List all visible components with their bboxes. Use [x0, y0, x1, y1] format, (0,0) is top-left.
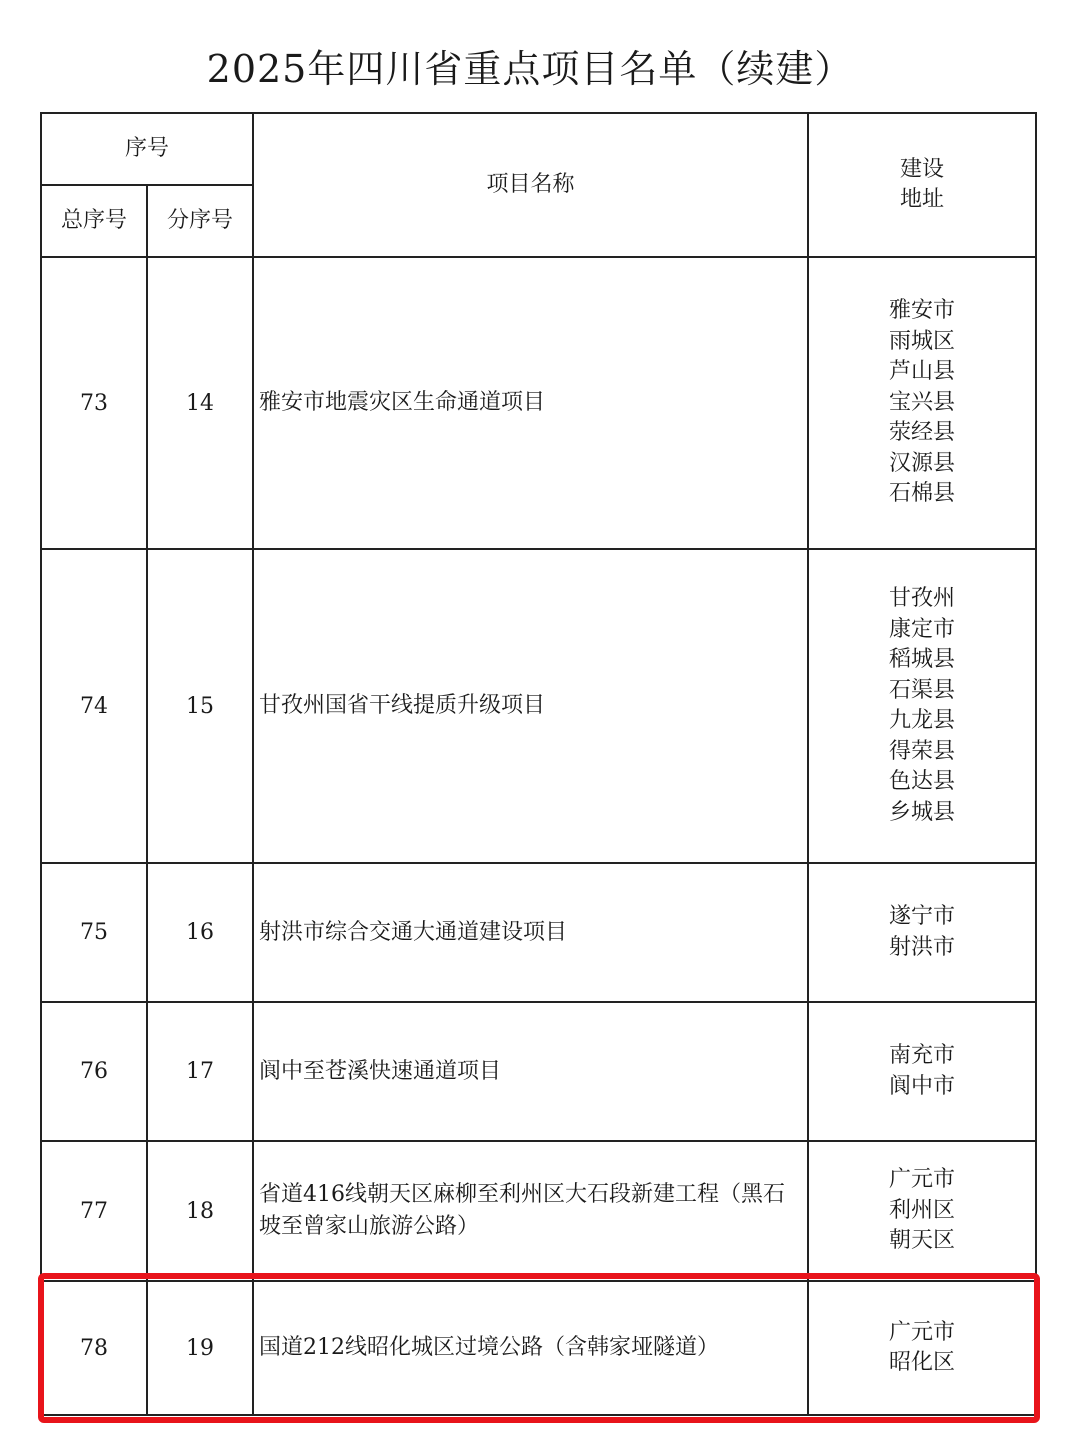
location-cell	[808, 1002, 1036, 1141]
location-line: 朝天区	[889, 1228, 956, 1254]
location-line: 色达县	[889, 769, 956, 794]
sub-seq-cell: 19	[147, 1281, 253, 1415]
total-seq-cell: 78	[41, 1281, 147, 1415]
project-table	[40, 112, 1037, 1416]
header-project-name: 项目名称	[253, 113, 808, 257]
location-line: 昭化区	[889, 1350, 956, 1375]
location-line: 射洪市	[889, 934, 956, 960]
location-line: 雅安市	[889, 298, 956, 324]
location-line: 芦山县	[889, 359, 956, 385]
table-row	[41, 863, 1036, 1002]
table-row	[41, 549, 1036, 863]
header-seq-group: 序号	[41, 113, 253, 185]
header-row-1	[41, 113, 1036, 185]
project-name-cell: 甘孜州国省干线提质升级项目	[253, 549, 808, 863]
total-seq-cell: 75	[41, 863, 147, 1002]
table-row	[41, 1141, 1036, 1281]
sub-seq-cell: 16	[147, 863, 253, 1002]
table-row	[41, 1002, 1036, 1141]
sub-seq-cell: 15	[147, 549, 253, 863]
project-name-cell: 射洪市综合交通大通道建设项目	[253, 863, 808, 1002]
header-location: 建设 地址	[808, 113, 1036, 257]
header-total-seq: 总序号	[41, 185, 147, 257]
header-sub-seq: 分序号	[147, 185, 253, 257]
project-name-cell: 阆中至苍溪快速通道项目	[253, 1002, 808, 1141]
sub-seq-cell: 18	[147, 1141, 253, 1281]
document-title: 2025年四川省重点项目名单（续建）	[206, 47, 854, 91]
location-line: 雨城区	[889, 328, 956, 354]
total-seq-cell: 77	[41, 1141, 147, 1281]
sub-seq-cell: 14	[147, 257, 253, 549]
project-name-cell: 雅安市地震灾区生命通道项目	[253, 257, 808, 549]
location-line: 稻城县	[889, 647, 956, 672]
location-line: 得荣县	[889, 738, 956, 764]
location-line: 乡城县	[889, 799, 956, 825]
location-cell	[808, 863, 1036, 1002]
project-name-cell: 国道212线昭化城区过境公路（含韩家垭隧道）	[253, 1281, 808, 1415]
location-line: 广元市	[889, 1167, 956, 1193]
project-name-cell: 省道416线朝天区麻柳至利州区大石段新建工程（黑石坡至曾家山旅游公路）	[253, 1141, 808, 1281]
location-line: 九龙县	[889, 708, 956, 733]
location-line: 汉源县	[889, 450, 956, 476]
location-line: 南充市	[889, 1043, 956, 1068]
table-row	[41, 1281, 1036, 1415]
location-line: 石棉县	[889, 481, 956, 507]
location-line: 利州区	[889, 1197, 956, 1223]
location-line: 甘孜州	[889, 586, 956, 611]
location-cell	[808, 257, 1036, 549]
total-seq-cell: 74	[41, 549, 147, 863]
location-cell	[808, 549, 1036, 863]
location-line: 石渠县	[889, 677, 956, 703]
sub-seq-cell: 17	[147, 1002, 253, 1141]
location-line: 康定市	[889, 616, 956, 642]
location-line: 宝兴县	[889, 389, 956, 415]
total-seq-cell: 73	[41, 257, 147, 549]
location-line: 荥经县	[889, 420, 956, 446]
total-seq-cell: 76	[41, 1002, 147, 1141]
location-line: 广元市	[889, 1319, 956, 1345]
location-cell	[808, 1281, 1036, 1415]
location-line: 遂宁市	[889, 904, 956, 929]
location-cell	[808, 1141, 1036, 1281]
table-row	[41, 257, 1036, 549]
location-line: 阆中市	[889, 1073, 956, 1099]
